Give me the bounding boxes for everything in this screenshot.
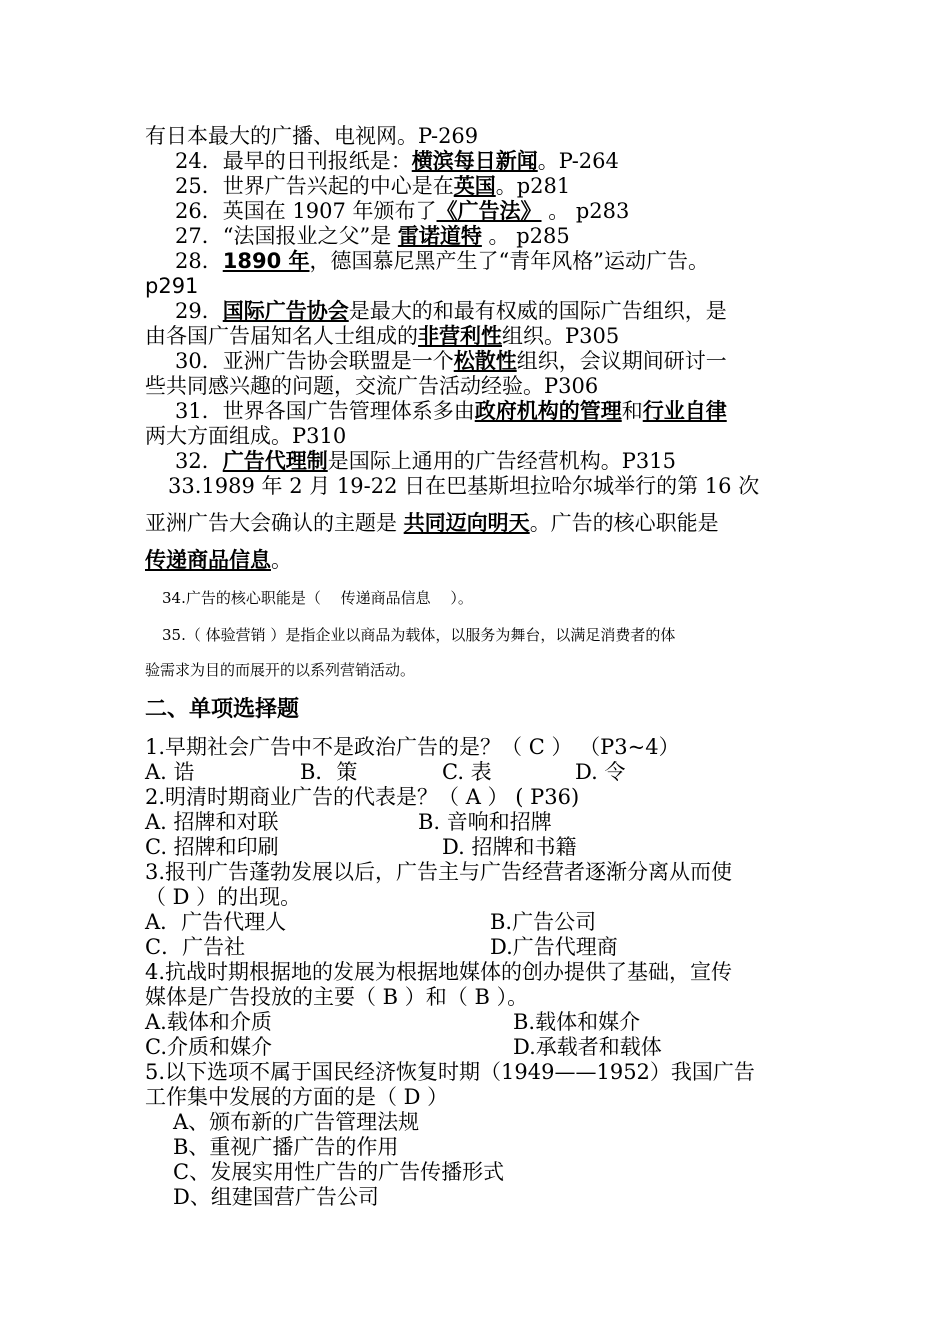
text: 26．英国在 1907 年颁布了 — [175, 199, 437, 223]
text: 33.1989 年 2 月 19-22 日在巴基斯坦拉哈尔城举行的第 16 次 — [168, 474, 760, 498]
answer: 传递商品信息 — [145, 548, 271, 572]
mc-question-5: 5.以下选项不属于国民经济恢复时期（1949——1952）我国广告 — [145, 1060, 755, 1084]
text: 。p281 — [495, 174, 571, 198]
text: 29． — [175, 299, 223, 323]
text-line — [145, 124, 478, 149]
text: p291 — [145, 274, 199, 298]
answer: 1890 年 — [222, 249, 310, 273]
option-a: A.载体和介质 — [145, 1010, 272, 1034]
text: 25．世界广告兴起的中心是在 — [175, 174, 454, 198]
text-line — [145, 374, 598, 399]
text: 亚洲广告大会确认的主题是 — [145, 511, 404, 535]
text-line — [145, 324, 619, 349]
question-34 — [162, 588, 473, 608]
mc-question-4-cont: 媒体是广告投放的主要（ B ）和（ B ）。 — [145, 985, 529, 1009]
text: 27．“法国报业之父”是 — [175, 224, 398, 248]
mc-question-3-cont: （ D ）的出现。 — [145, 885, 302, 909]
text: 32． — [175, 449, 223, 473]
question-35 — [162, 625, 675, 645]
answer: 非营利性 — [418, 324, 502, 348]
question-25 — [175, 174, 570, 199]
text: 。 p283 — [541, 199, 630, 223]
option-b: B. 音响和招牌 — [418, 810, 552, 834]
text: 两大方面组成。P310 — [145, 424, 347, 448]
options-row — [145, 1010, 845, 1035]
text-line — [145, 548, 292, 573]
answer: 广告代理制 — [222, 449, 328, 473]
option-c: C.介质和媒介 — [145, 1035, 272, 1059]
answer: 行业自律 — [642, 399, 727, 423]
mc-question-2: 2.明清时期商业广告的代表是？（ A ） ( P36) — [145, 785, 580, 809]
option-b: B.广告公司 — [490, 910, 597, 934]
options-row — [145, 760, 845, 785]
text: 是国际上通用的广告经营机构。P315 — [327, 449, 676, 473]
answer: 横滨每日新闻 — [411, 149, 538, 173]
text: 有日本最大的广播、电视网。P-269 — [145, 124, 479, 148]
question-26 — [175, 199, 629, 224]
option-d: D.广告代理商 — [490, 935, 618, 959]
option-d: D. 令 — [575, 760, 626, 784]
text: 34.广告的核心职能是（ 传递商品信息 ）。 — [162, 589, 473, 607]
answer: 英国 — [453, 174, 496, 198]
text: 组织，会议期间研讨一 — [516, 349, 727, 373]
text: 些共同感兴趣的问题，交流广告活动经验。P306 — [145, 374, 599, 398]
mc-question-4: 4.抗战时期根据地的发展为根据地媒体的创办提供了基础，宣传 — [145, 960, 733, 984]
option-c: C．广告社 — [145, 935, 246, 959]
question-28 — [175, 249, 709, 274]
text: 35.（ 体验营销 ）是指企业以商品为载体，以服务为舞台，以满足消费者的体 — [162, 626, 676, 644]
option-c: C. 招牌和印刷 — [145, 835, 279, 859]
text-line — [145, 511, 719, 536]
option-a: A. 诰 — [145, 760, 195, 784]
option-c: C、发展实用性广告的广告传播形式 — [173, 1160, 505, 1184]
option-b: B.载体和媒介 — [513, 1010, 641, 1034]
mc-question-5-cont: 工作集中发展的方面的是（ D ） — [145, 1085, 449, 1109]
answer: 《广告法》 — [436, 199, 542, 223]
question-29 — [175, 299, 727, 324]
option-a: A. 招牌和对联 — [145, 810, 279, 834]
text: 和 — [621, 399, 643, 423]
text: 。P-264 — [537, 149, 619, 173]
question-27 — [175, 224, 570, 249]
option-d: D、组建国营广告公司 — [173, 1185, 379, 1209]
section-title: 二、单项选择题 — [145, 697, 300, 722]
text: 是最大的和最有权威的国际广告组织，是 — [348, 299, 727, 323]
text: 24．最早的日刊报纸是： — [175, 149, 412, 173]
text: 组织。P305 — [502, 324, 620, 348]
options-row — [145, 1035, 845, 1060]
option-d: D.承载者和载体 — [513, 1035, 662, 1059]
text-line — [145, 424, 346, 449]
option-b: B、重视广播广告的作用 — [173, 1135, 399, 1159]
answer: 政府机构的管理 — [474, 399, 622, 423]
option-c: C. 表 — [442, 760, 492, 784]
text-line — [145, 660, 415, 680]
text: 30．亚洲广告协会联盟是一个 — [175, 349, 454, 373]
options-row — [145, 810, 845, 835]
text: 。 p285 — [481, 224, 570, 248]
answer: 国际广告协会 — [222, 299, 349, 323]
question-30 — [175, 349, 727, 374]
answer: 共同迈向明天 — [403, 511, 530, 535]
text: 由各国广告届知名人士组成的 — [145, 324, 418, 348]
options-row — [145, 935, 845, 960]
text: 验需求为目的而展开的以系列营销活动。 — [145, 661, 416, 679]
text-line — [145, 274, 198, 299]
text: 。 — [271, 548, 292, 572]
option-d: D. 招牌和书籍 — [442, 835, 577, 859]
mc-question-3: 3.报刊广告蓬勃发展以后，广告主与广告经营者逐渐分离从而使 — [145, 860, 733, 884]
text: 31．世界各国广告管理体系多由 — [175, 399, 475, 423]
text: 28． — [175, 249, 223, 273]
options-row — [145, 835, 845, 860]
answer: 雷诺道特 — [397, 224, 482, 248]
option-a: A．广告代理人 — [145, 910, 287, 934]
answer: 松散性 — [453, 349, 517, 373]
mc-question-1: 1.早期社会广告中不是政治广告的是？（ C ） （P3~4） — [145, 735, 680, 759]
text: 。广告的核心职能是 — [529, 511, 719, 535]
option-a: A、颁布新的广告管理法规 — [173, 1110, 420, 1134]
text: ，德国慕尼黑产生了“青年风格”运动广告。 — [309, 249, 709, 273]
options-row — [145, 910, 845, 935]
question-24 — [175, 149, 619, 174]
question-33 — [168, 474, 759, 499]
option-b: B．策 — [300, 760, 358, 784]
question-31 — [175, 399, 727, 424]
question-32 — [175, 449, 676, 474]
